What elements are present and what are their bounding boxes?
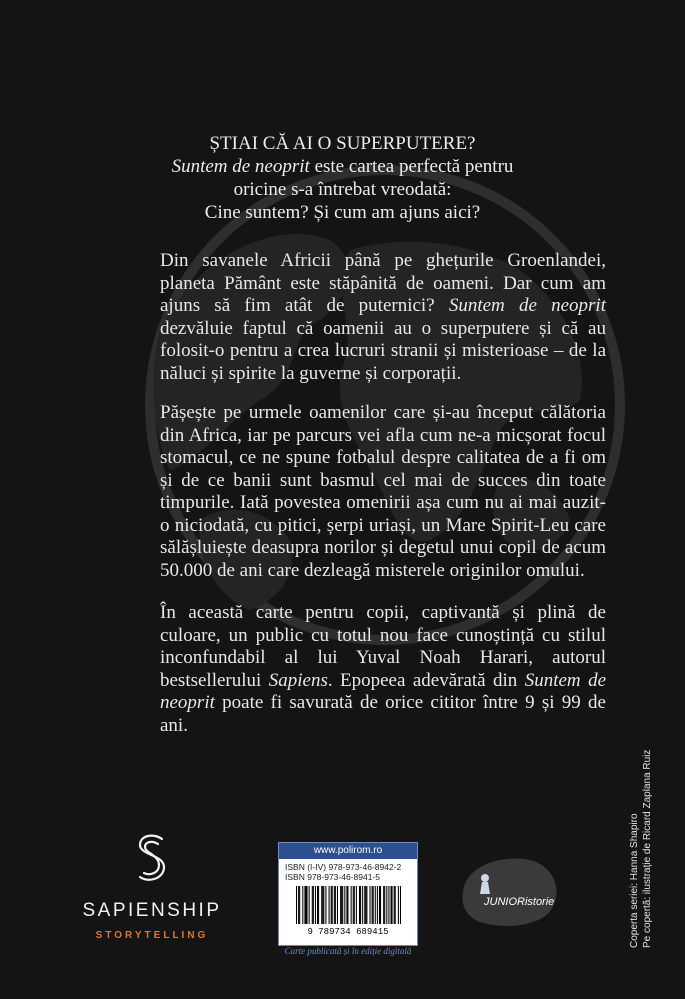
barcode-bar bbox=[356, 886, 357, 924]
barcode-bar bbox=[398, 886, 399, 924]
junior-istorie-logo bbox=[455, 852, 565, 930]
barcode-bar bbox=[298, 886, 299, 924]
intro-question: ȘTIAI CĂ AI O SUPERPUTERE? bbox=[209, 133, 476, 154]
barcode-bar bbox=[384, 886, 385, 924]
barcode-digits: 9 789734 689415 bbox=[307, 927, 389, 936]
barcode-bar bbox=[400, 886, 401, 924]
barcode-bar bbox=[394, 886, 395, 924]
barcode-bar bbox=[346, 886, 347, 924]
sapienship-s-icon bbox=[134, 833, 170, 885]
barcode-bar bbox=[380, 886, 381, 924]
barcode-bar bbox=[313, 886, 314, 924]
cover-illustration-credit: Pe copertă: ilustrație de Ricard Zaplana Ruiz bbox=[642, 749, 653, 948]
sapienship-logo bbox=[72, 833, 232, 941]
barcode-bar bbox=[312, 886, 313, 924]
barcode-bar bbox=[373, 886, 374, 924]
barcode-bar bbox=[344, 886, 345, 924]
barcode-bar bbox=[317, 886, 318, 924]
digital-edition-note: Carte publicată și în ediție digitală bbox=[284, 946, 412, 956]
barcode-bar bbox=[392, 886, 393, 924]
sapienship-name: SAPIENSHIP bbox=[82, 900, 222, 921]
sapienship-tagline: STORYTELLING bbox=[95, 930, 209, 941]
intro-line-4: Cine suntem? Și cum am ajuns aici? bbox=[204, 202, 481, 223]
book-title-italic: Suntem de neoprit bbox=[448, 295, 606, 316]
barcode-bar bbox=[334, 886, 335, 924]
blurb-paragraph-3: În această carte pentru copii, captivantă și plină de culoare, un public cu totul nou face cunoștință cu stilul inconfundabil al lui Yuval Noah Harari, autorul bestsellerului Sapiens. Epopeea adevărată din Suntem de neoprit poate fi savurată de orice cititor între 9 și 99 de ani. bbox=[160, 602, 606, 736]
barcode-bar bbox=[377, 886, 378, 924]
barcode-bar bbox=[379, 886, 380, 924]
isbn-set: ISBN (I-IV) 978-973-46-8942-2 bbox=[285, 862, 402, 872]
barcode-image bbox=[286, 884, 410, 936]
barcode-bar bbox=[341, 886, 342, 924]
barcode-bar bbox=[366, 886, 367, 924]
junior-istorie-text: JUNIORistorie bbox=[484, 896, 555, 908]
isbn-volume: ISBN 978-973-46-8941-5 bbox=[285, 872, 380, 882]
barcode-panel bbox=[278, 842, 418, 946]
barcode-bar bbox=[321, 886, 322, 924]
barcode-bar bbox=[309, 886, 310, 924]
sapiens-title-italic: Sapiens bbox=[268, 669, 328, 691]
blurb-paragraph-1: Din savanele Africii până pe ghețurile Groenlandei, planeta Pământ este stăpânită de oameni. Dar cum am ajuns să fim atât de puternici? Suntem de neoprit dezvăluie faptul că oamenii au o superputere și că au folosit-o pentru a crea lucruri stranii și misterioase – de la năluci și spirite la guverne și corporații. bbox=[160, 250, 606, 384]
barcode-bar bbox=[395, 886, 396, 924]
barcode-bar bbox=[331, 886, 332, 924]
barcode-bar bbox=[347, 886, 348, 924]
barcode-bar bbox=[307, 886, 308, 924]
barcode-bar bbox=[360, 886, 361, 924]
barcode-bar bbox=[305, 886, 306, 924]
barcode-bar bbox=[299, 886, 300, 924]
intro-book-title: Suntem de neoprit bbox=[171, 156, 310, 177]
intro-line-2: Suntem de neoprit este cartea perfectă pentru bbox=[171, 156, 514, 177]
barcode-bar bbox=[364, 886, 365, 924]
barcode-bar bbox=[388, 886, 389, 924]
barcode-bar bbox=[337, 886, 338, 924]
intro-line-3: oricine s-a întrebat vreodată: bbox=[233, 179, 452, 200]
barcode-bar bbox=[315, 886, 316, 924]
barcode-bar bbox=[342, 886, 343, 924]
barcode-bar bbox=[365, 886, 366, 924]
cover-credits bbox=[628, 698, 654, 948]
barcode-bar bbox=[370, 886, 371, 924]
barcode-bar bbox=[386, 886, 387, 924]
barcode-bar bbox=[329, 886, 330, 924]
barcode-bar bbox=[335, 886, 336, 924]
barcode-bar bbox=[375, 886, 376, 924]
series-cover-credit: Coperta seriei: Hanna Shapiro bbox=[629, 813, 640, 948]
barcode-bar bbox=[325, 886, 326, 924]
barcode-bar bbox=[318, 886, 319, 924]
intro-block bbox=[0, 132, 685, 224]
barcode-bar bbox=[391, 886, 392, 924]
book-title-italic: Suntem de neoprit bbox=[160, 669, 606, 713]
barcode-bar bbox=[304, 886, 305, 924]
barcode-bar bbox=[359, 886, 360, 924]
barcode-bar bbox=[322, 886, 323, 924]
barcode-bar bbox=[354, 886, 355, 924]
barcode-bar bbox=[323, 886, 324, 924]
barcode-bar bbox=[296, 886, 297, 924]
barcode-bar bbox=[353, 886, 354, 924]
blurb-paragraph-2: Pășește pe urmele oamenilor care și-au început călătoria din Africa, iar pe parcurs vei afla cum ne-a micșorat focul stomacul, ce ne spune fotbalul despre calitatea de a fi om și de ce banii sunt basmul cel mai de succes din toate timpurile. Iată povestea omenirii așa cum nu ai mai auzit-o niciodată, cu pitici, șerpi uriași, un Mare Spirit-Leu care sălășluiește deasupra norilor și degetul unui copil de acum 50.000 de ani care dezleagă misterele originilor omului. bbox=[160, 402, 606, 581]
publisher-url[interactable]: www.polirom.ro bbox=[279, 843, 417, 859]
barcode-bar bbox=[383, 886, 384, 924]
barcode-bar bbox=[351, 886, 352, 924]
barcode-bar bbox=[332, 886, 333, 924]
barcode-bar bbox=[340, 886, 341, 924]
barcode-bar bbox=[372, 886, 373, 924]
barcode-bar bbox=[302, 886, 303, 924]
barcode-bar bbox=[362, 886, 363, 924]
